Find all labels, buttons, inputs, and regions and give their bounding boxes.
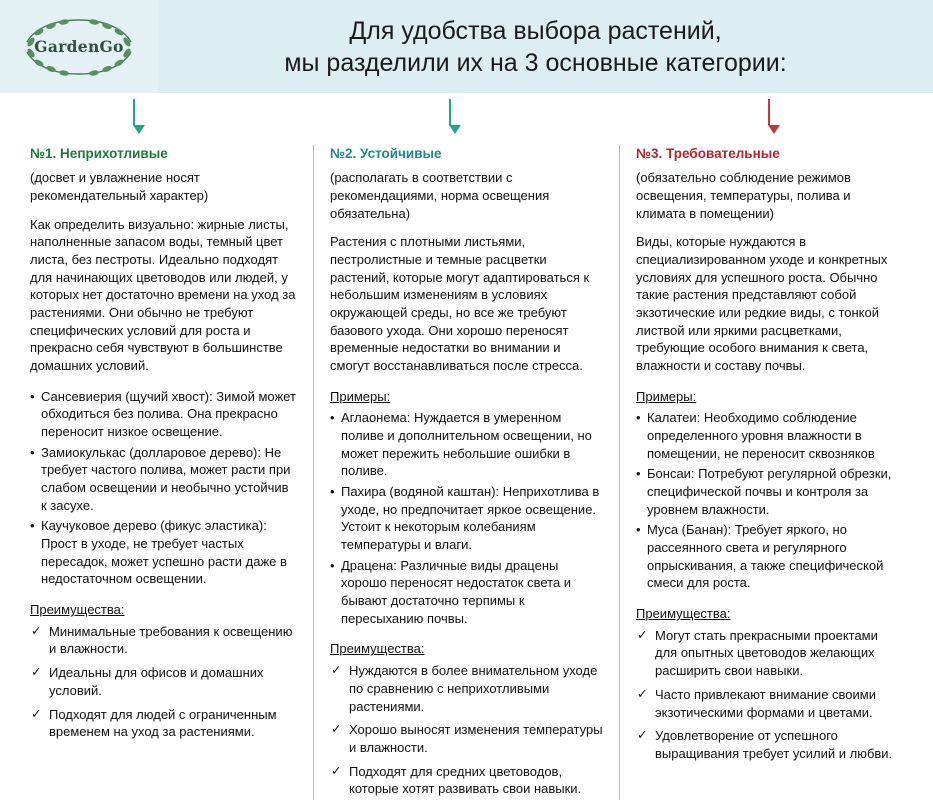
category-2-examples-label: Примеры:: [330, 388, 391, 404]
category-column-3: [619, 145, 919, 800]
list-item: ✓ Минимальные требования к освещению и влажности.: [30, 623, 297, 658]
list-item: • Муса (Банан): Требует яркого, но рассеянного света и регулярного опрыскивания, а также специфической смеси для роста.: [636, 521, 903, 592]
brand-logo: [0, 0, 158, 93]
category-3-advantages-label: Преимущества:: [636, 606, 731, 622]
list-item: ✓ Хорошо выносят изменения температуры и влажности.: [330, 721, 603, 756]
list-item: ✓ Подходят для средних цветоводов, которые хотят развивать свои навыки.: [330, 763, 603, 798]
list-item: • Замиокулькас (долларовое дерево): Не требует частого полива, может расти при слабом освещении и необычно устойчив к засухе.: [30, 444, 297, 515]
arrow-column-2: [449, 99, 451, 133]
category-2-examples: [330, 409, 603, 627]
arrow-column-3: [768, 99, 770, 133]
list-item: • Сансевиерия (щучий хвост): Зимой может обходиться без полива. Она прекрасно переносит низкое освещение.: [30, 388, 297, 441]
category-column-1: [14, 145, 313, 800]
arrow-column-1: [133, 99, 135, 133]
category-3-advantages: [636, 627, 903, 763]
category-1-subtitle: (досвет и увлажнение носят рекомендательный характер): [30, 170, 209, 204]
list-item: ✓ Идеальны для офисов и домашних условий.: [30, 664, 297, 699]
category-column-2: [313, 145, 619, 800]
list-item: • Драцена: Различные виды драцены хорошо переносят недостаток света и бывают достаточно терпимы к пересыханию почвы.: [330, 557, 603, 628]
list-item: • Пахира (водяной каштан): Неприхотлива в уходе, но предпочитает яркое освещение. Устоит к некоторым колебаниям температуры и влаги.: [330, 483, 603, 554]
list-item: • Калатеи: Необходимо соблюдение определенного уровня влажности в помещении, не переносит сквозняков: [636, 409, 903, 462]
category-columns: [0, 145, 933, 800]
category-1-examples: [30, 388, 297, 588]
category-3-description: Виды, которые нуждаются в специализированном уходе и конкретных условиях для успешного роста. Обычно такие растения представляют собой экзотические или редкие виды, с тонкой листвой или яркими расцветками, требующие особого внимания к света, влажности и составу почвы.: [636, 234, 888, 374]
list-item: ✓ Часто привлекают внимание своими экзотическими формами и цветами.: [636, 686, 903, 721]
category-1-title: №1. Неприхотливые: [30, 146, 168, 161]
list-item: ✓ Подходят для людей с ограниченным временем на уход за растениями.: [30, 706, 297, 741]
list-item: • Бонсаи: Потребуют регулярной обрезки, специфической почвы и контроля за уровнем влажности.: [636, 465, 903, 518]
list-item: • Аглаонема: Нуждается в умеренном поливе и дополнительном освещении, но может пережить небольшие ошибки в поливе.: [330, 409, 603, 480]
category-3-examples-label: Примеры:: [636, 388, 697, 404]
category-2-title: №2. Устойчивые: [330, 146, 442, 161]
page-title: [158, 0, 933, 93]
category-3-examples: [636, 409, 903, 592]
category-2-description: Растения с плотными листьями, пестролистные и темные расцветки растений, которые могут адаптироваться к небольшим изменениям в условиях окружающей среды, но все же требуют базового ухода. Они хорошо переносят временные недостатки во внимании и смогут восстанавливаться после стресса.: [330, 234, 590, 374]
list-item: ✓ Нуждаются в более внимательном уходе по сравнению с неприхотливыми растениями.: [330, 662, 603, 715]
page-title-line-1: Для удобства выбора растений,: [349, 16, 722, 45]
brand-name: GardenGo: [34, 37, 124, 56]
list-item: • Каучуковое дерево (фикус эластика): Прост в уходе, не требует частых пересадок, может успешно расти даже в недостаточном освещении.: [30, 517, 297, 588]
category-3-subtitle: (обязательно соблюдение режимов освещения, температуры, полива и климата в помещении): [636, 170, 851, 221]
category-1-description: Как определить визуально: жирные листы, наполненные запасом воды, темный цвет листа, без пестроты. Идеально подходят для начинающих цветоводов или людей, у которых нет достаточно времени на уход за растениями. Они обычно не требуют специфических условий для роста и прекрасно себя чувствуют в большинстве домашних условий.: [30, 216, 296, 374]
page-title-line-2: мы разделили их на 3 основные категории:: [284, 48, 787, 77]
category-1-advantages: [30, 623, 297, 741]
list-item: ✓ Могут стать прекрасными проектами для опытных цветоводов желающих расширить свои навыки.: [636, 627, 903, 680]
arrow-row: [0, 93, 933, 145]
category-1-advantages-label: Преимущества:: [30, 602, 125, 618]
category-2-subtitle: (располагать в соответствии с рекомендациями, норма освещения обязательна): [330, 170, 550, 221]
category-2-advantages-label: Преимущества:: [330, 641, 425, 657]
category-3-title: №3. Требовательные: [636, 146, 780, 161]
category-2-advantages: [330, 662, 603, 798]
header: [0, 0, 933, 93]
list-item: ✓ Удовлетворение от успешного выращивания требует усилий и любви.: [636, 727, 903, 762]
